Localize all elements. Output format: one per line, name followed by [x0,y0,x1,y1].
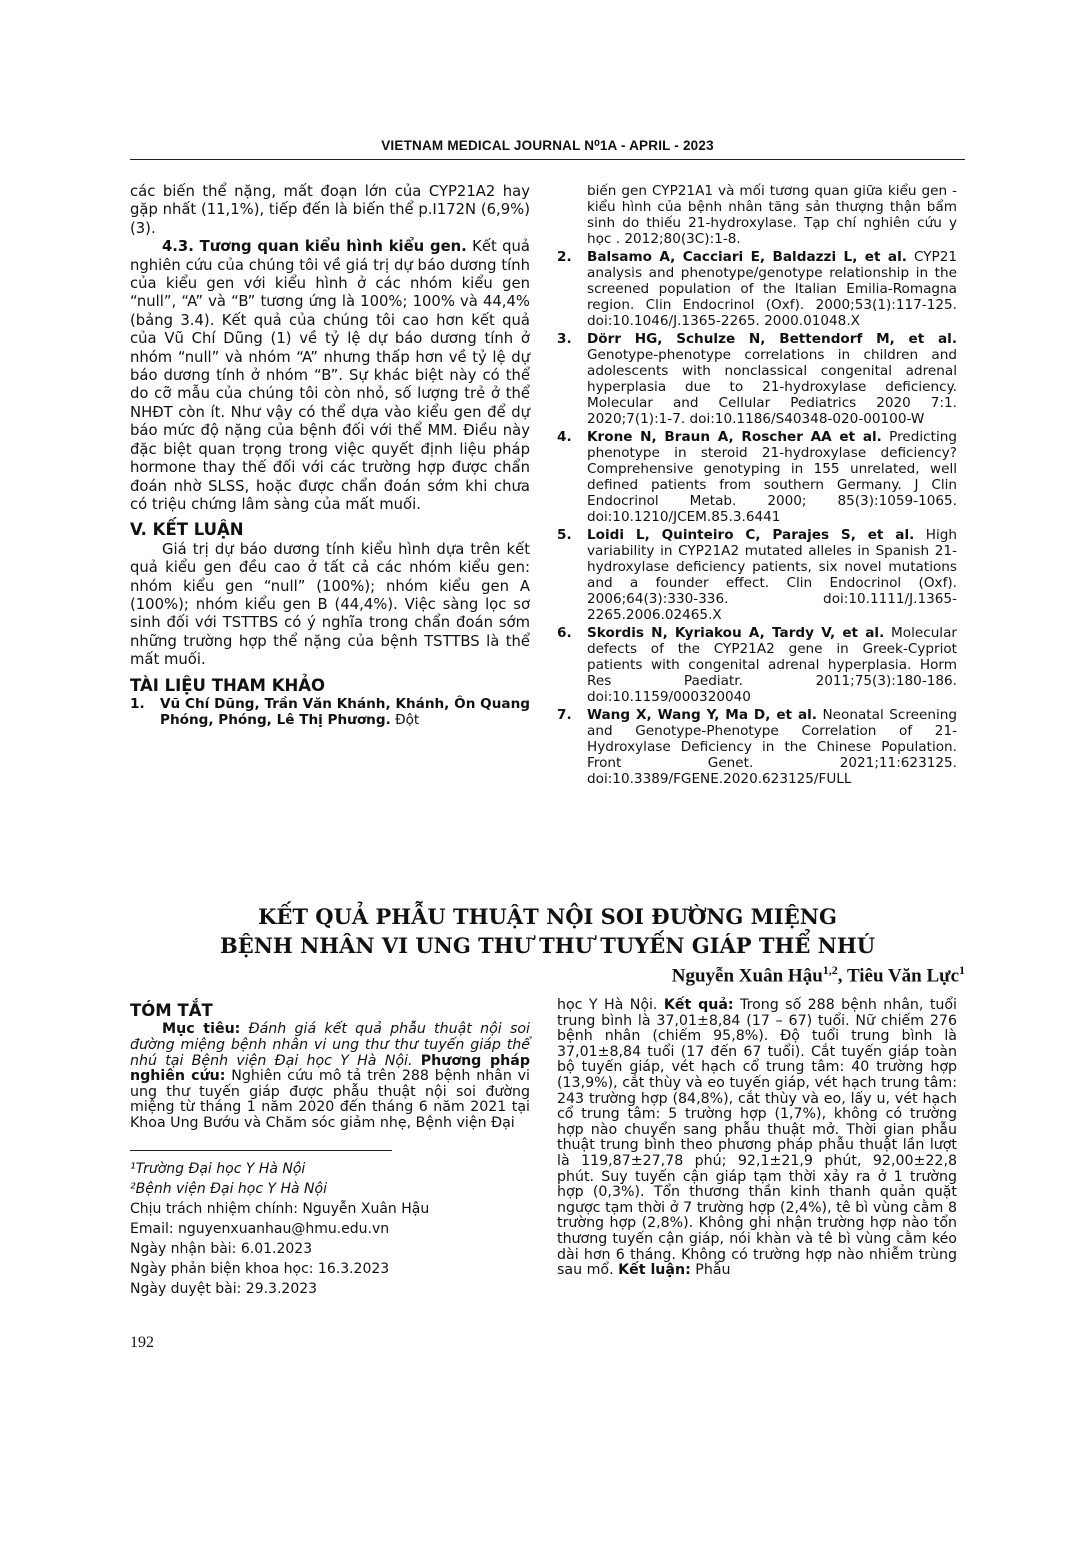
reference-authors: Skordis N, Kyriakou A, Tardy V, et al. [587,625,885,641]
authors [540,963,965,987]
abstract-continued: học Y Hà Nội. [557,997,664,1013]
affiliation-2: ²Bệnh viện Đại học Y Hà Nội [130,1180,327,1197]
reference-text [587,331,957,427]
reference-text [587,707,957,787]
affiliation-1: ¹Trường Đại học Y Hà Nội [130,1160,306,1177]
title-line-2: BỆNH NHÂN VI UNG THƯ THƯ TUYẾN GIÁP THỂ NHÚ [219,933,876,958]
paragraph-conclusion: Giá trị dự báo dương tính kiểu hình dựa trên kết quả kiểu gen đều cao ở tất cả các nhóm kiểu gen: nhóm kiểu gen “null” (100%); nhóm kiểu gen A (100%); nhóm kiểu gen B (44,4%). Việc sàng lọc sơ sinh đối với TSTTBS có ý nghĩa trong chẩn đoán sớm những trường hợp thể nặng của bệnh TSTTBS là thể mất muối. [130,540,530,669]
reference-text [160,696,530,728]
reference-number: 4. [557,429,572,445]
reference-item [557,429,957,525]
reference-details: High variability in CYP21A2 mutated alleles in Spanish 21-hydroxylase deficiency patients, six novel mutations and a founder effect. Clin Endocrinol (Oxf). 2006;64(3):330-336. doi:10.1111/J.1365-2265.2006.02465.X [587,527,957,623]
reference-text: biến gen CYP21A1 và mối tương quan giữa kiểu gen - kiểu hình của bệnh nhân tăng sản thượng thận bẩm sinh do thiếu 21-hydroxylase. Tạp chí nghiên cứu y học . 2012;80(3C):1-8. [587,183,957,247]
reference-text [587,249,957,329]
reference-authors: Dörr HG, Schulze N, Bettendorf M, et al. [587,331,957,347]
reference-number: 5. [557,527,572,543]
reference-details: Genotype-phenotype correlations in children and adolescents with nonclassical congenital adrenal hyperplasia due to 21-hydroxylase deficiency. Molecular and Cellular Pediatrics 2020 7:1. 2020;7(1):1-7. doi:10.1186/S40348-020-00100-W [587,347,957,427]
received-date: Ngày nhận bài: 6.01.2023 [130,1240,313,1257]
reference-number: 2. [557,249,572,265]
author-name: Nguyễn Xuân Hậu [671,965,823,987]
abstract-left-column [130,1002,530,1299]
reference-item [557,331,957,427]
reference-details: Predicting phenotype in steroid 21-hydroxylase deficiency? Comprehensive genotyping in 155 unrelated, well defined patients from southern Germany. J Clin Endocrinol Metab. 2000; 85(3):1059-1065. doi:10.1210/JCEM.85.3.6441 [587,429,957,525]
abstract-right-column [557,998,957,1279]
references-heading: TÀI LIỆU THAM KHẢO [130,675,326,695]
reference-item [557,707,957,787]
reference-details: CYP21 analysis and phenotype/genotype relationship in the screened population of the Italian Emilia-Romagna region. Clin Endocrinol (Oxf). 2000;53(1):117-125. doi:10.1046/J.1365-2265. 2000.01048.X [587,249,958,329]
section-conclusion-heading: V. KẾT LUẬN [130,520,244,540]
abstract-heading: TÓM TẮT [130,1001,213,1020]
journal-header: VIETNAM MEDICAL JOURNAL N⁰1A - APRIL - 2023 [381,138,714,153]
reference-item [557,527,957,623]
reference-number: 1. [130,695,145,712]
paragraph-correlation [130,238,530,514]
author-affiliation: 1,2 [822,963,838,977]
reference-text [587,429,957,525]
abstract-text-continued [557,998,957,1279]
reference-item [557,249,957,329]
reference-list [557,249,957,787]
paragraph-continued: các biến thể nặng, mất đoạn lớn của CYP21A2 hay gặp nhất (11,1%), tiếp đến là biến thể p.I172N (6,9%) (3). [130,183,530,237]
reference-text [587,625,957,705]
reference-details: Neonatal Screening and Genotype-Phenotype Correlation of 21-Hydroxylase Deficiency in the Chinese Population. Front Genet. 2021;11:623125. doi:10.3389/FGENE.2020.623125/FULL [587,707,957,787]
conclusion-label: Kết luận: [618,1262,691,1279]
right-column [557,183,957,789]
method-text: Nghiên cứu mô tả trên 288 bệnh nhân vi ung thư tuyến giáp được phẫu thuật nội soi đường miệng từ tháng 1 năm 2020 đến tháng 6 năm 2021 tại Khoa Ung Bướu và Chăm sóc giảm nhẹ, Bệnh viện Đại [130,1068,530,1131]
reference-item [557,625,957,705]
reference-number: 6. [557,625,572,641]
reference-number: 7. [557,707,572,723]
paragraph-text: Kết quả nghiên cứu của chúng tôi về giá trị dự báo dương tính của kiểu gen với kiểu hình ở các nhóm kiểu gen “null”, “A” và “B” tương ứng là 100%; 100% và 44,4% (bảng 3.4). Kết quả của chúng tôi cao hơn kết quả của Vũ Chí Dũng (1) về tỷ lệ dự báo dương tính ở nhóm “null” và nhóm “A” nhưng thấp hơn về tỷ lệ dự báo dương tính ở nhóm “B”. Sự khác biệt này có thể do cỡ mẫu của chúng tôi còn nhỏ, số lượng trẻ ở thể NHĐT còn ít. Như vậy có thể dựa vào kiểu gen để dự báo mức độ nặng của bệnh đối với thể MM. Điều này đặc biệt quan trọng trong việc quyết định liệu pháp hormone thay thế đối với các trường hợp được chẩn đoán nhờ SLSS, hoặc được chẩn đoán sớm khi chưa có triệu chứng lâm sàng của mất muối. [130,238,531,513]
article-title [130,902,965,960]
author-affiliation: 1 [959,963,965,977]
review-date: Ngày phản biện khoa học: 16.3.2023 [130,1260,390,1277]
reference-authors: Krone N, Braun A, Roscher AA et al. [587,429,882,445]
conclusion-text: Phẫu [690,1262,731,1279]
aim-label: Mục tiêu: [162,1021,241,1038]
accepted-date: Ngày duyệt bài: 29.3.2023 [130,1280,318,1297]
reference-item [130,696,530,728]
aim-text: Đánh giá kết quả phẫu thuật nội soi đường miệng bệnh nhân vi ung thư thư tuyến giáp thể nhú tại Bệnh viện Đại học Y Hà Nội. [130,1021,530,1069]
author-separator: , [837,965,847,987]
footnotes [130,1159,530,1299]
reference-text [587,527,957,623]
result-text: Trong số 288 bệnh nhân, tuổi trung bình là 37,01±8,84 (17 – 67) tuổi. Nữ chiếm 276 bệnh nhân (chiếm 95,8%). Độ tuổi trung bình là 37,01±8,84 tuổi (17 đến 67 tuổi). Cắt tuyến giáp toàn bộ tuyến giáp, vét hạch cổ trung tâm: 40 trường hợp (13,9%), cắt thùy và eo tuyến giáp, vét hạch trung tâm: 243 trường hợp (84,8%), cắt thùy và eo, lấy u, vét hạch cổ trung tâm: 5 trường hợp (1,7%), không có trường hợp nào chuyển sang phẫu thuật mở. Thời gian phẫu thuật trung bình theo phương pháp phẫu thuật lần lượt là 119,87±27,78 phú; 92,1±21,9 phút, 92,00±22,8 phút. Suy tuyến cận giáp tạm thời xảy ra ở 1 trường hợp (0,3%). Tổn thương thần kinh thanh quản quặt ngược tạm thời ở 7 trường hợp (2,4%), tê bì vùng cằm 8 trường hợp (2,8%). Không ghi nhận trường hợp nào tổn thương tuyến cận giáp, nói khàn và tê bì vùng cằm kéo dài hơn 6 tháng. Không có trường hợp nào nhiễm trùng sau mổ. [557,997,957,1279]
reference-continued: Đột [390,711,420,728]
reference-number-blank [557,183,587,247]
reference-number: 3. [557,331,572,347]
footnote-rule [130,1150,392,1151]
subsection-heading: 4.3. Tương quan kiểu hình kiểu gen. [162,238,467,256]
reference-authors: Wang X, Wang Y, Ma D, et al. [587,707,817,723]
reference-details: Molecular defects of the CYP21A2 gene in Greek-Cypriot patients with congenital adrenal hyperplasia. Horm Res Paediatr. 2011;75(3):180-186. doi:10.1159/000320040 [587,625,958,705]
title-line-1: KẾT QUẢ PHẪU THUẬT NỘI SOI ĐƯỜNG MIỆNG [258,904,837,929]
corresponding-author: Chịu trách nhiệm chính: Nguyễn Xuân Hậu [130,1200,430,1217]
left-column [130,183,530,730]
reference-authors: Balsamo A, Cacciari E, Baldazzi L, et al. [587,249,907,265]
reference-authors: Vũ Chí Dũng, Trần Văn Khánh, Khánh, Ôn Quang Phóng, Phóng, Lê Thị Phương. [160,695,530,728]
email: Email: nguyenxuanhau@hmu.edu.vn [130,1220,390,1237]
abstract-text [130,1022,530,1131]
reference-authors: Loidi L, Quinteiro C, Parajes S, et al. [587,527,915,543]
header-rule [130,159,965,160]
author-name: Tiêu Văn Lực [846,965,959,987]
method-label: Phương pháp nghiên cứu: [130,1052,530,1085]
page-number: 192 [130,1334,154,1351]
result-label: Kết quả: [663,997,734,1013]
reference-item [557,183,957,247]
